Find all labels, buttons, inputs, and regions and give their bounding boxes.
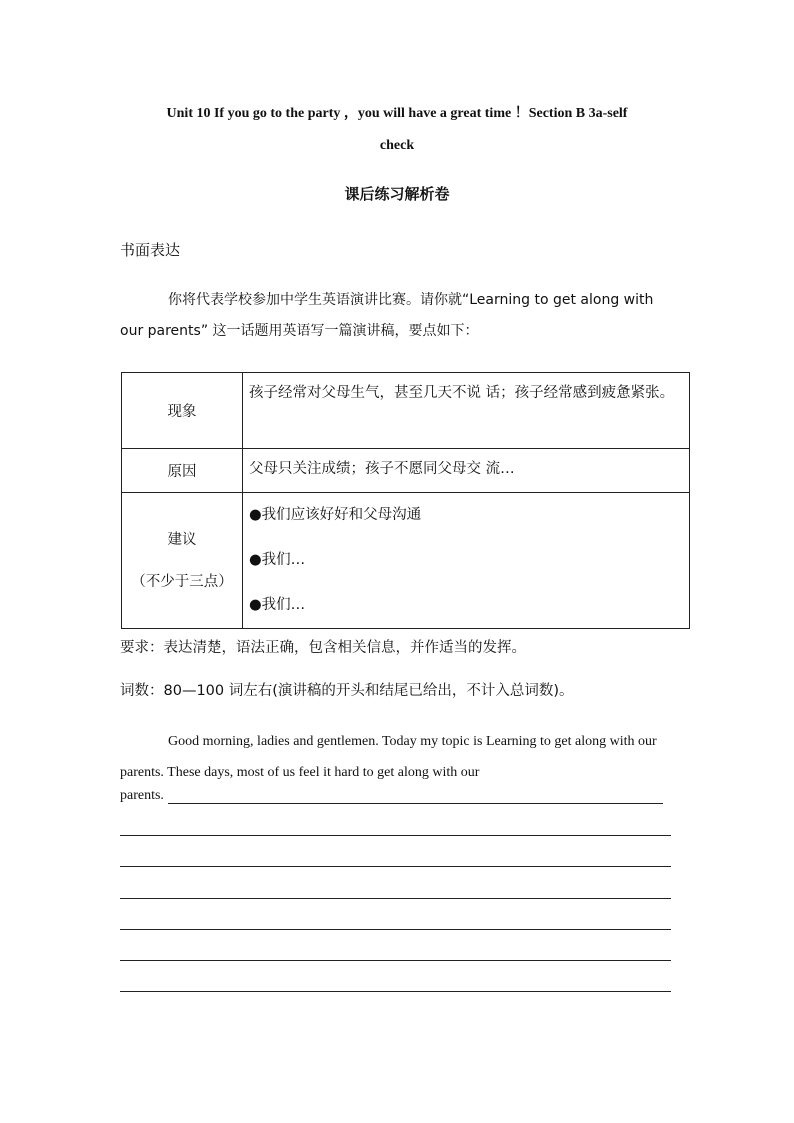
row-sublabel: （不少于三点） [131,573,233,590]
row-content: 父母只关注成绩；孩子不愿同父母交 流… [243,449,690,493]
row-content [243,493,690,629]
table-row [122,449,690,493]
prompt-paragraph: 你将代表学校参加中学生英语演讲比赛。请你就“Learning to get along with our parents” 这一话题用英语写一篇演讲稿，要点如下： [120,292,654,339]
document-subtitle: 课后练习解析卷 [344,185,450,203]
answer-line[interactable] [120,835,671,836]
answer-line[interactable] [120,929,671,930]
speech-opening: Good morning, ladies and gentlemen. Today my topic is Learning to get along with our parents. These days, most of us feel it hard to get along with our [120,734,657,780]
row-label: 原因 [122,449,243,493]
document-title-line2: check [379,138,415,153]
row-label: 建议 [167,531,197,548]
table-row [122,493,690,629]
section-label: 书面表达 [120,241,181,259]
row-content: 孩子经常对父母生气，甚至几天不说 话；孩子经常感到疲惫紧张。 [243,373,690,449]
answer-line[interactable] [168,803,663,804]
row-label-cell [122,493,243,629]
answer-line[interactable] [120,991,671,992]
suggestion-bullet: ●我们应该好好和父母沟通 [249,507,422,523]
document-title-line1: Unit 10 If you go to the party ，you will have a great time ！Section B 3a-self [166,106,628,121]
outline-table [121,372,690,629]
answer-line[interactable] [120,960,671,961]
table-row [122,373,690,449]
answer-line[interactable] [120,866,671,867]
suggestion-bullet: ●我们… [249,552,306,568]
speech-opening-continued: parents. [120,788,164,803]
suggestion-bullet: ●我们… [249,597,306,613]
row-label: 现象 [122,373,243,449]
answer-line[interactable] [120,898,671,899]
requirements-text: 要求：表达清楚，语法正确，包含相关信息，并作适当的发挥。 [120,640,526,656]
word-count-text: 词数：80—100 词左右(演讲稿的开头和结尾已给出，不计入总词数)。 [120,683,574,699]
